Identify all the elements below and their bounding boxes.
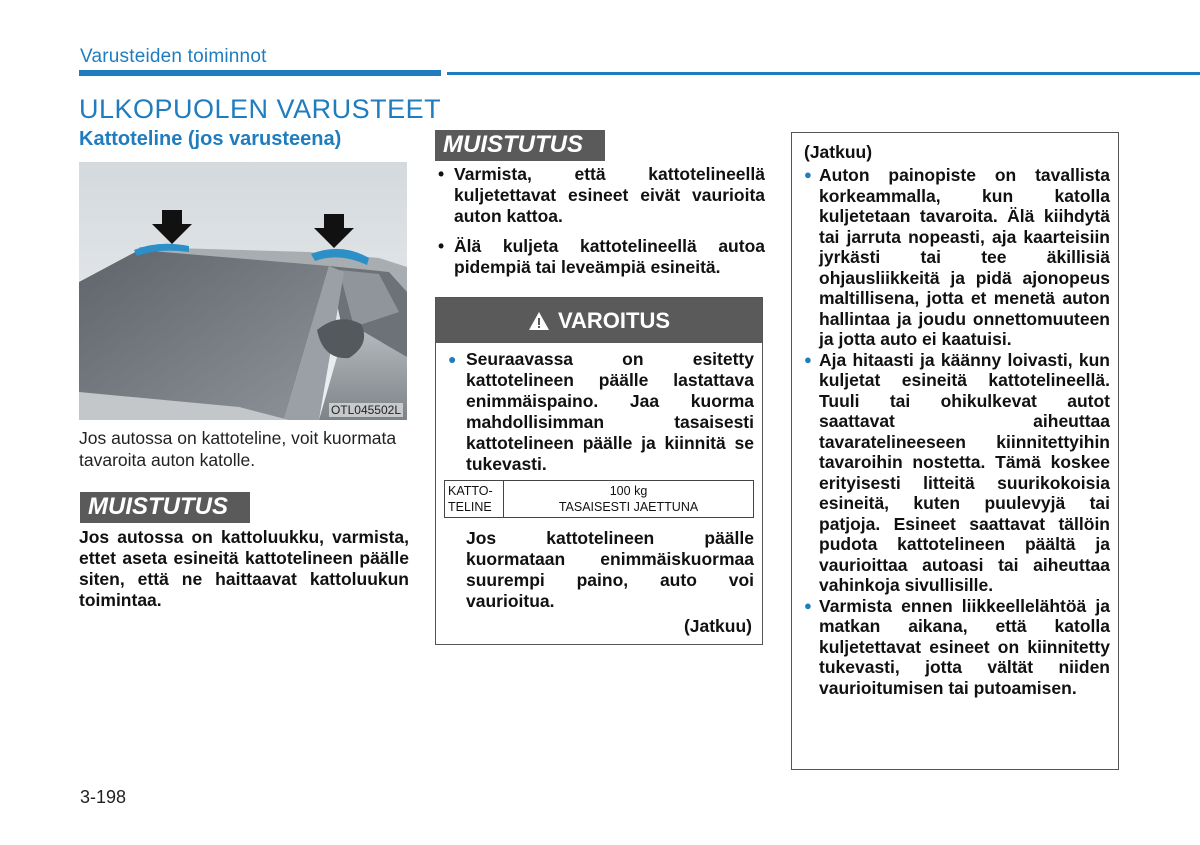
note-tag: MUISTUTUS <box>435 130 605 161</box>
warning-bullet-list <box>448 349 754 475</box>
page-number: 3-198 <box>80 787 127 807</box>
subsection-title: Kattoteline (jos varusteena) <box>79 128 342 150</box>
load-distribution: TASAISESTI JAETTUNA <box>558 500 699 514</box>
list-item: • Varmista, että kattotelineellä kuljetettavat esineet eivät vaurioita auton kattoa. <box>437 164 765 227</box>
header-rule-thick <box>79 70 441 76</box>
note-tag: MUISTUTUS <box>80 492 250 523</box>
intro-text: Jos autossa on kattoteline, voit kuormata tavaroita auton katolle. <box>79 428 397 470</box>
table-value-cell <box>504 481 754 518</box>
list-item: ● Auton painopiste on tavallista korkeammalla, kun katolla kuljetetaan tavaroita. Älä kiihdytä tai jarruta nopeasti, aja kaarteisiin jyrkästi tai tee äkillisiä ohjausliikkeitä ja pidä ajonopeus maltillisena, jotta et menetä auton hallintaa ja joudu onnettomuuteen ja jotta auto ei kaatuisi. <box>804 165 1110 350</box>
note-text: Jos autossa on kattoluukku, varmista, ettet aseta esineitä kattotelineen päälle siten, että ne haittaavat kattoluukun toimintaa. <box>79 527 409 610</box>
warning-title: VAROITUS <box>557 307 671 333</box>
photo-code: OTL045502L <box>330 403 401 417</box>
list-item: • Älä kuljeta kattotelineellä autoa pidempiä tai leveämpiä esineitä. <box>437 236 765 278</box>
continued-bullet-list <box>804 165 1110 698</box>
note-bullet-list <box>437 164 765 287</box>
load-table <box>444 480 754 518</box>
warning-text: Jos kattotelineen päälle kuormataan enimmäiskuormaa suurempi paino, auto voi vaurioitua. <box>466 528 754 611</box>
chapter-title: ULKOPUOLEN VARUSTEET <box>79 94 442 124</box>
list-item: ● Varmista ennen liikkeellelähtöä ja matkan aikana, että katolla kuljetettavat esineet on kiinnitetty tukevasti, jotta vältät niiden vaurioitumisen tai putoamisen. <box>804 596 1110 699</box>
table-label-cell: KATTO-TELINE <box>445 481 504 518</box>
warning-box <box>435 297 763 645</box>
continued-warning-box <box>791 132 1119 770</box>
warning-triangle-icon <box>528 311 550 331</box>
load-weight: 100 kg <box>609 484 648 498</box>
header-rule-thin <box>447 72 1200 75</box>
roof-rack-photo <box>79 162 407 420</box>
list-item: ● Seuraavassa on esitetty kattotelineen päälle lastattava enimmäispaino. Jaa kuorma mahdollisimman tasaisesti kattotelineen päälle ja kiinnitä se tukevasti. <box>448 349 754 475</box>
table-row <box>445 481 754 518</box>
warning-header <box>436 298 762 343</box>
continued-label: (Jatkuu) <box>804 142 873 162</box>
list-item: ● Aja hitaasti ja käänny loivasti, kun kuljetat esineitä kattotelineellä. Tuuli tai ohikulkevat autot saattavat aiheuttaa tavaratelineeseen kiinnitettyihin tavaroihin nostetta. Tämä koskee erityisesti litteitä suurikokoisia esineitä, kuten puulevyjä tai patjoja. Esineet saattavat tällöin pudota kattotelineen päältä ja vaurioittaa autoasi tai aiheuttaa vahinkoja sivullisille. <box>804 350 1110 596</box>
car-roof-illustration <box>79 162 407 420</box>
continued-label: (Jatkuu) <box>683 616 752 636</box>
section-title: Varusteiden toiminnot <box>80 46 267 67</box>
